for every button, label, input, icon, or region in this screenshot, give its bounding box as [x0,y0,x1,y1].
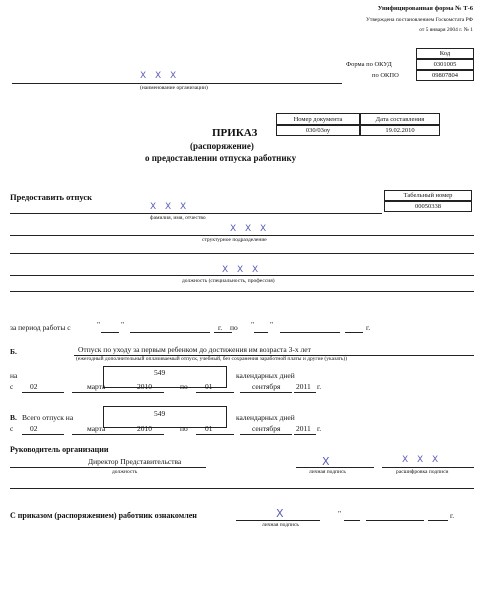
order-topic: о предоставлении отпуска работнику [145,153,297,163]
head-position-line [10,467,206,468]
section-v-label: В. [10,413,17,422]
section-v-po: по [180,424,188,433]
section-b-po: по [180,382,188,391]
section-v-to-year-line [294,434,316,435]
section-v-from-year-line [134,434,164,435]
section-b-g: г. [317,382,322,391]
period-quote-2: " [121,320,125,329]
section-b-days: 549 [154,368,166,377]
head-decode-caption: расшифровка подписи [396,469,449,475]
section-v-g: г. [317,424,322,433]
ack-month-line [366,520,424,521]
approved-line-1: Утверждена постановлением Госкомстата РФ [366,17,473,23]
section-b-to-year: 2011 [296,382,311,391]
department-line [10,235,474,236]
tabel-number-value: 00050338 [384,201,472,212]
section-v-to-month: сентября [252,424,281,433]
section-v-from-day-line [22,434,64,435]
tabel-number-header: Табельный номер [384,190,472,201]
period-to-day-line [254,332,268,333]
department-caption: структурное подразделение [202,237,267,243]
head-signature-line [296,467,374,468]
period-quote-4: " [270,320,274,329]
head-signature-caption: личная подпись [309,469,346,475]
code-header: Код [416,48,474,59]
head-decode-mark: X X X [402,455,442,465]
section-b-from-day: 02 [30,382,38,391]
organization-mark: X X X [140,71,180,81]
doc-date-value: 19.02.2010 [360,125,440,136]
department-mark: X X X [230,224,270,234]
section-b-na: на [10,371,18,380]
ack-quote: " [338,509,342,518]
blank-line-1 [10,253,474,254]
employee-name-line [10,213,382,214]
blank-line-2 [10,291,474,292]
section-v-to-day: 01 [205,424,213,433]
section-b-from-year: 2010 [137,382,152,391]
period-quote-1: " [97,320,101,329]
section-b-to-day-line [196,392,234,393]
section-v-from-year: 2010 [137,424,152,433]
section-v-to-month-line [240,434,292,435]
period-to-month-line [280,332,340,333]
period-po: по [230,323,238,332]
section-v-to-day-line [196,434,234,435]
section-v-days: 549 [154,409,166,418]
leave-type: Отпуск по уходу за первым ребенком до достижения им возраста 3-х лет [78,345,311,354]
head-position-caption: должность [112,469,138,475]
section-v-days-label: календарных дней [236,413,295,422]
section-b-to-month-line [240,392,292,393]
organization-line [12,83,342,84]
section-v-from-month: марта [87,424,106,433]
period-from-month-line [130,332,210,333]
head-signature-mark: X [322,455,333,468]
ack-day-line [344,520,360,521]
okpo-value: 09807804 [416,70,474,81]
section-b-from-month: марта [87,382,106,391]
section-b-to-day: 01 [205,382,213,391]
period-from-year-line [214,332,232,333]
head-decode-line [382,467,474,468]
position-mark: X X X [222,265,262,275]
organization-caption: (наименование организации) [140,85,208,91]
doc-date-header: Дата составления [360,113,440,125]
section-v-from-month-line [72,434,134,435]
acknowledged-label: С приказом (распоряжением) работник ознакомлен [10,511,197,520]
leave-type-caption: (ежегодный дополнительный оплачиваемый отпуск, учебный, без сохранения заработной платы и другие (указать)) [76,356,348,362]
period-from-day-line [101,332,119,333]
position-caption: должность (специальность, профессия) [182,278,275,284]
section-b-from-day-line [22,392,64,393]
ack-signature-caption: личная подпись [262,522,299,528]
ack-year-suffix: г. [450,511,455,520]
section-b-from-year-line [134,392,164,393]
period-year-suffix-1: г. [218,323,223,332]
section-b-label: Б. [10,347,17,356]
section-v-c: с [10,424,14,433]
ack-signature-line [236,520,320,521]
form-title: Унифицированная форма № Т-6 [377,5,473,12]
employee-name-mark: X X X [150,202,190,212]
ack-year-line [428,520,448,521]
grant-leave-label: Предоставить отпуск [10,192,93,202]
position-line [10,275,474,276]
period-to-year-line [345,332,363,333]
period-year-suffix-2: г. [366,323,371,332]
employee-name-caption: фамилия, имя, отчество [150,215,206,221]
ack-signature-mark: X [276,507,287,520]
approved-line-2: от 5 января 2004 г. № 1 [419,27,473,33]
section-v-to-year: 2011 [296,424,311,433]
section-b-days-label: календарных дней [236,371,295,380]
section-b-c: с [10,382,14,391]
okud-label: Форма по ОКУД [346,61,392,68]
head-label: Руководитель организации [10,445,109,454]
head-position: Директор Представительства [88,457,182,466]
okpo-label: по ОКПО [372,72,399,79]
doc-number-value: 030/03оу [276,125,360,136]
section-b-to-year-line [294,392,316,393]
doc-number-header: Номер документа [276,113,360,125]
section-b-from-month-line [72,392,134,393]
order-subtitle: (распоряжение) [190,141,254,151]
section-b-to-month: сентября [252,382,281,391]
period-label: за период работы с [10,323,71,332]
order-title: ПРИКАЗ [212,127,258,139]
section-v-total-label: Всего отпуск на [22,413,74,422]
section-v-from-day: 02 [30,424,38,433]
blank-line-3 [10,488,474,489]
period-quote-3: " [251,320,255,329]
okud-value: 0301005 [416,59,474,70]
